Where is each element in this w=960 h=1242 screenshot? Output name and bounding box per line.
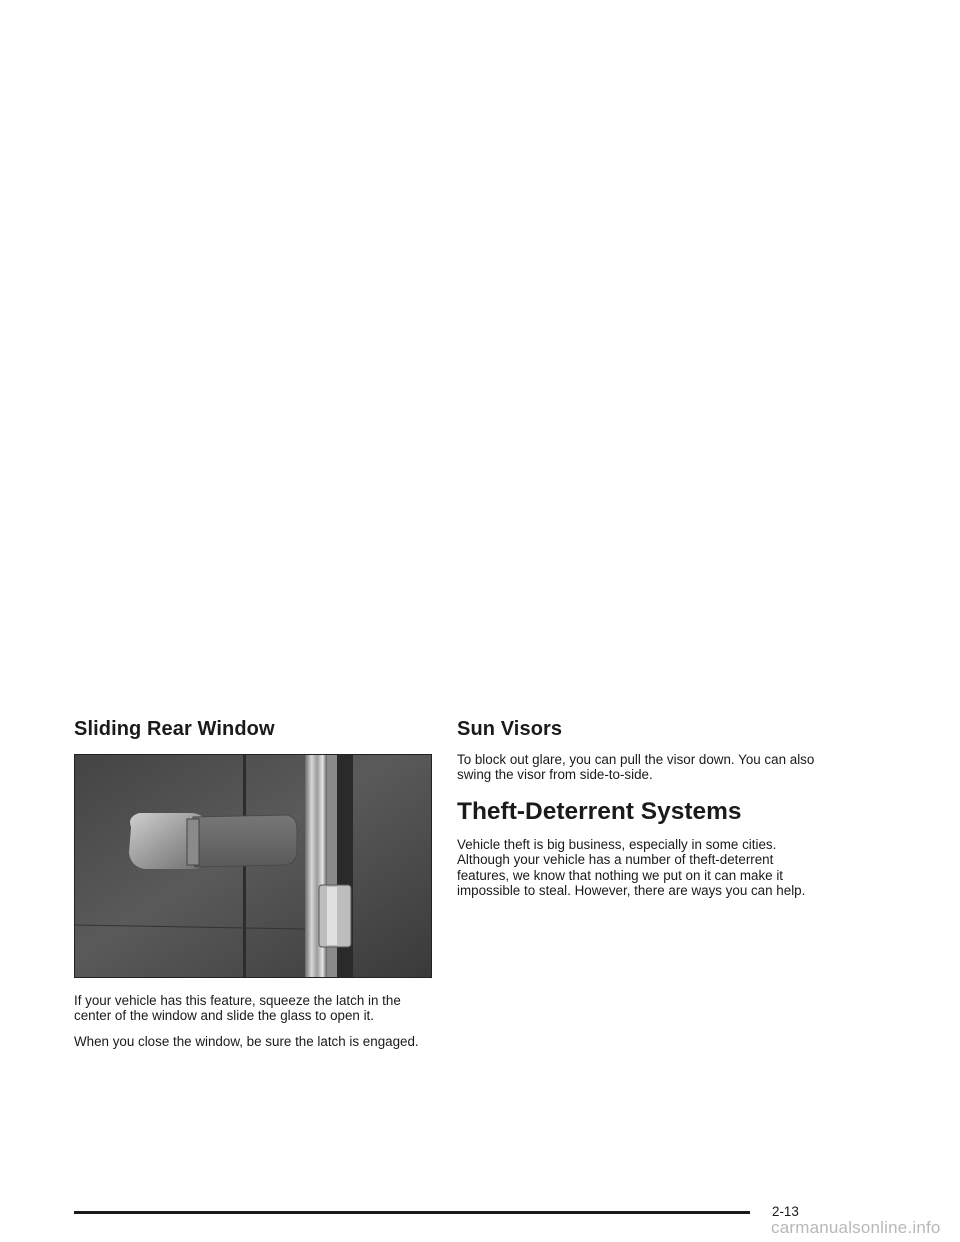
right-column bbox=[457, 716, 827, 898]
theft-deterrent-text: Vehicle theft is big business, especially in some cities. Although your vehicle has a number of theft-deterrent features, we know that nothing we put on it can make it impossible to steal. However, there are ways you can help. bbox=[457, 836, 806, 899]
latch-photo-illustration bbox=[75, 755, 431, 977]
sliding-window-latch-photo bbox=[74, 754, 432, 978]
theft-deterrent-section bbox=[457, 797, 827, 899]
watermark: carmanualsonline.info bbox=[771, 1218, 941, 1237]
sun-visors-section bbox=[457, 716, 827, 783]
sun-visors-heading: Sun Visors bbox=[457, 718, 563, 740]
sliding-rear-window-section bbox=[74, 716, 432, 1049]
sliding-window-instructions: If your vehicle has this feature, squeeze the latch in the center of the window and slide the glass to open it. bbox=[74, 993, 401, 1024]
page-number: 2-13 bbox=[772, 1204, 799, 1219]
sliding-window-close-note: When you close the window, be sure the latch is engaged. bbox=[74, 1033, 419, 1049]
footer-rule bbox=[74, 1211, 750, 1214]
sliding-rear-window-heading: Sliding Rear Window bbox=[74, 718, 275, 740]
sun-visors-text: To block out glare, you can pull the visor down. You can also swing the visor from side-to-side. bbox=[457, 752, 815, 783]
theft-deterrent-heading: Theft-Deterrent Systems bbox=[457, 797, 742, 825]
